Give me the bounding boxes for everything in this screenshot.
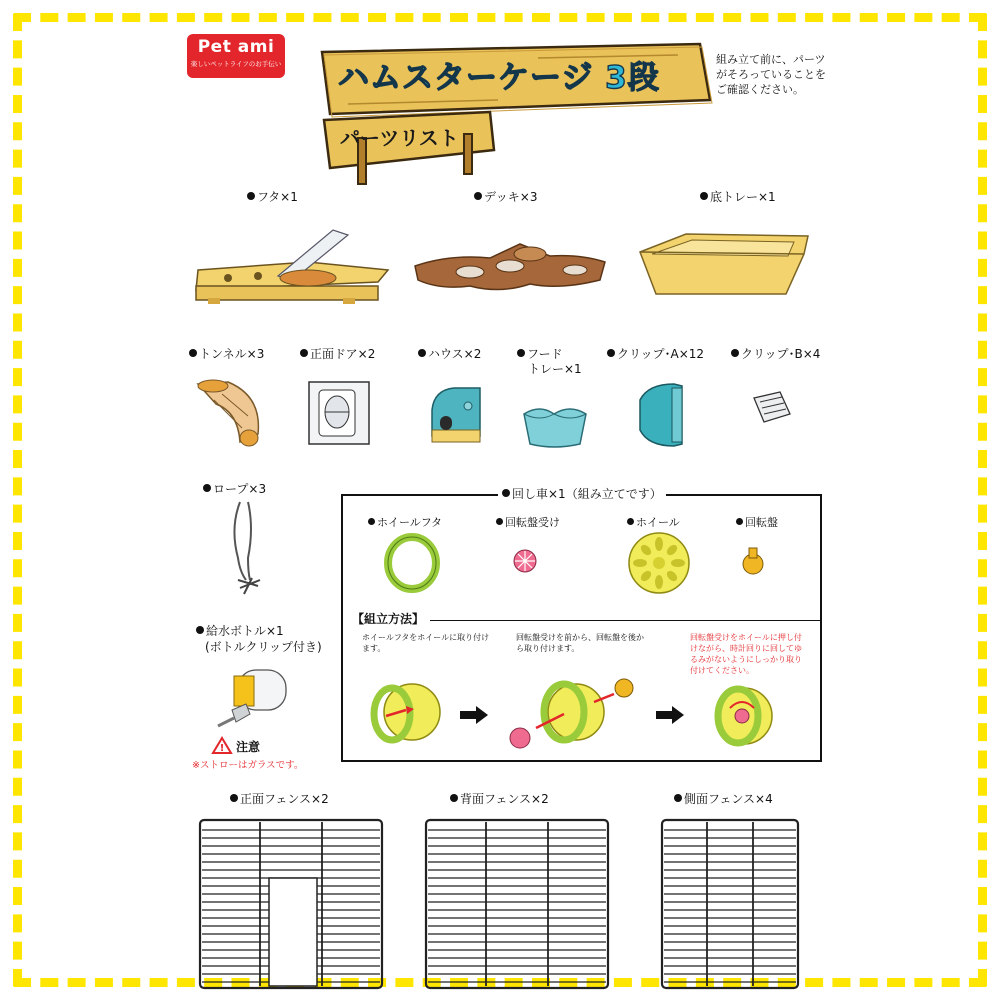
assembly-divider [430, 620, 820, 621]
bottom-tray-image [636, 230, 812, 302]
part-label-side-fence: 側面フェンス×4 [674, 792, 773, 807]
step-1-text: ホイールフタをホイールに取り付けます。 [362, 633, 490, 653]
warning-icon [212, 736, 232, 754]
wheel-part-label-cover: ホイールフタ [368, 514, 442, 530]
wheel-title: 回し車×1（組み立てです） [498, 485, 666, 502]
part-label-food-tray-2: トレー×1 [528, 362, 582, 376]
step-3-text: 回転盤受けをホイールに押し付けながら、時計回りに回してゆるみがないようにしっかり取り付けてください。 [690, 633, 802, 675]
svg-text:!: ! [219, 743, 225, 754]
part-label-bottle-clip: (ボトルクリップ付き) [205, 640, 322, 654]
wheel-part-label-rotor: 回転盤 [736, 514, 778, 530]
step-1-image [362, 676, 442, 748]
part-label-house: ハウス×2 [418, 347, 481, 362]
wheel-image [626, 530, 692, 596]
assembly-title: 【組立方法】 [352, 612, 425, 626]
back-fence-image [424, 818, 610, 990]
part-label-bottle: 給水ボトル×1 [196, 624, 284, 639]
clip-b-image [750, 388, 794, 428]
arrow-right-icon [656, 706, 684, 724]
brand-logo: Pet ami 楽しいペットライフのお手伝い [187, 34, 285, 78]
part-label-front-fence: 正面フェンス×2 [230, 792, 329, 807]
wheel-part-label-bearing: 回転盤受け [496, 514, 560, 530]
side-fence-image [660, 818, 800, 990]
bearing-image [512, 548, 538, 574]
clip-a-image [634, 380, 688, 450]
part-label-clip-a: クリップ･A×12 [607, 347, 704, 362]
tunnel-image [192, 376, 270, 448]
lid-image [188, 220, 388, 310]
caution-text: ※ストローはガラスです。 [192, 760, 304, 771]
part-label-tunnel: トンネル×3 [189, 347, 264, 362]
rope-image [222, 498, 278, 600]
part-label-back-fence: 背面フェンス×2 [450, 792, 549, 807]
step-3-image [708, 680, 778, 750]
deck-image [410, 236, 610, 296]
part-label-bottom-tray: 底トレー×1 [700, 190, 776, 205]
part-label-deck: デッキ×3 [474, 190, 537, 205]
rotor-image [740, 546, 766, 576]
step-2-image [506, 668, 646, 752]
page-subtitle: パーツリスト [340, 126, 459, 150]
wheel-cover-image [382, 532, 442, 594]
step-2-text: 回転盤受けを前から、回転盤を後から取り付けます。 [516, 633, 644, 653]
assembly-note: 組み立て前に、パーツがそろっていることをご確認ください。 [716, 53, 826, 96]
part-label-futa: フタ×1 [247, 190, 298, 205]
front-fence-image [198, 818, 384, 990]
part-label-rope: ロープ×3 [203, 482, 266, 497]
part-label-clip-b: クリップ･B×4 [731, 347, 820, 362]
arrow-right-icon [460, 706, 488, 724]
house-image [424, 380, 486, 450]
caution-title: 注意 [236, 740, 261, 754]
front-door-image [305, 378, 375, 448]
part-label-front-door: 正面ドア×2 [300, 347, 375, 362]
page-title: ハムスターケージ 3段 [338, 60, 660, 96]
part-label-food-tray: フード [517, 347, 563, 362]
wheel-part-label-wheel: ホイール [627, 514, 680, 530]
water-bottle-image [212, 660, 292, 732]
food-tray-image [520, 404, 590, 452]
